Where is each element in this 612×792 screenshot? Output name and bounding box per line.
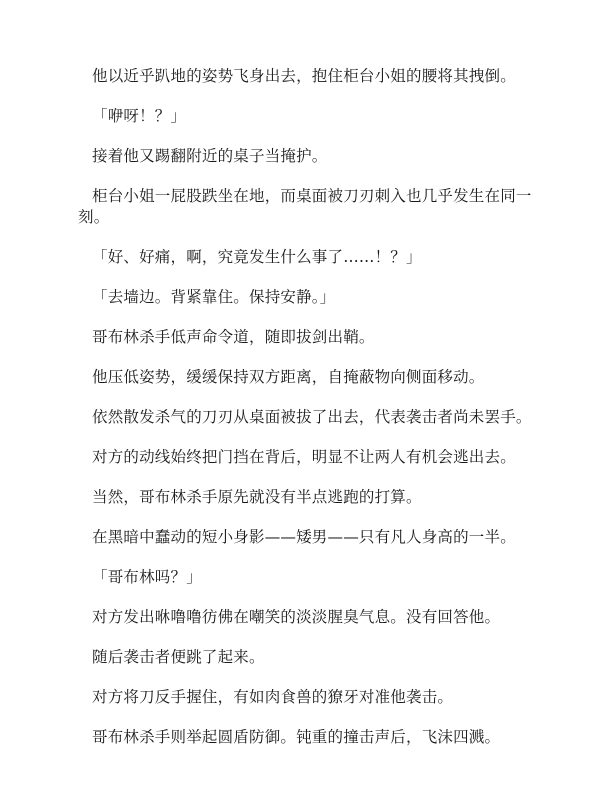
paragraph-5: 「好、好痛，啊，究竟发生什么事了……！？」: [92, 248, 422, 266]
paragraph-14: 对方发出咻噜噜彷佛在嘲笑的淡淡腥臭气息。没有回答他。: [92, 608, 501, 626]
paragraph-17: 哥布林杀手则举起圆盾防御。钝重的撞击声后，飞沫四溅。: [92, 728, 501, 746]
paragraph-2: 「咿呀！？」: [92, 107, 187, 125]
paragraph-11: 当然，哥布林杀手原先就没有半点逃跑的打算。: [92, 488, 422, 506]
paragraph-3: 接着他又踢翻附近的桌子当掩护。: [92, 147, 328, 165]
paragraph-8: 他压低姿势，缓缓保持双方距离，自掩蔽物向侧面移动。: [92, 368, 485, 386]
paragraph-16: 对方将刀反手握住，有如肉食兽的獠牙对准他袭击。: [92, 688, 454, 706]
paragraph-13: 「哥布林吗？」: [92, 568, 202, 586]
paragraph-6: 「去墙边。背紧靠住。保持安静。」: [92, 288, 336, 306]
paragraph-12: 在黑暗中蠢动的短小身影——矮男——只有凡人身高的一半。: [92, 528, 516, 546]
paragraph-7: 哥布林杀手低声命令道，随即拔剑出鞘。: [92, 328, 375, 346]
paragraph-10: 对方的动线始终把门挡在背后，明显不让两人有机会逃出去。: [92, 448, 516, 466]
paragraph-9: 依然散发杀气的刀刃从桌面被拔了出去，代表袭击者尚未罢手。: [92, 408, 532, 426]
body-text: [78, 66, 534, 748]
paragraph-4: 柜台小姐一屁股跌坐在地，而桌面被刀刃刺入也几乎发生在同一刻。: [78, 187, 532, 226]
paragraph-15: 随后袭击者便跳了起来。: [92, 648, 265, 666]
paragraph-1: 他以近乎趴地的姿势飞身出去，抱住柜台小姐的腰将其拽倒。: [92, 67, 516, 85]
